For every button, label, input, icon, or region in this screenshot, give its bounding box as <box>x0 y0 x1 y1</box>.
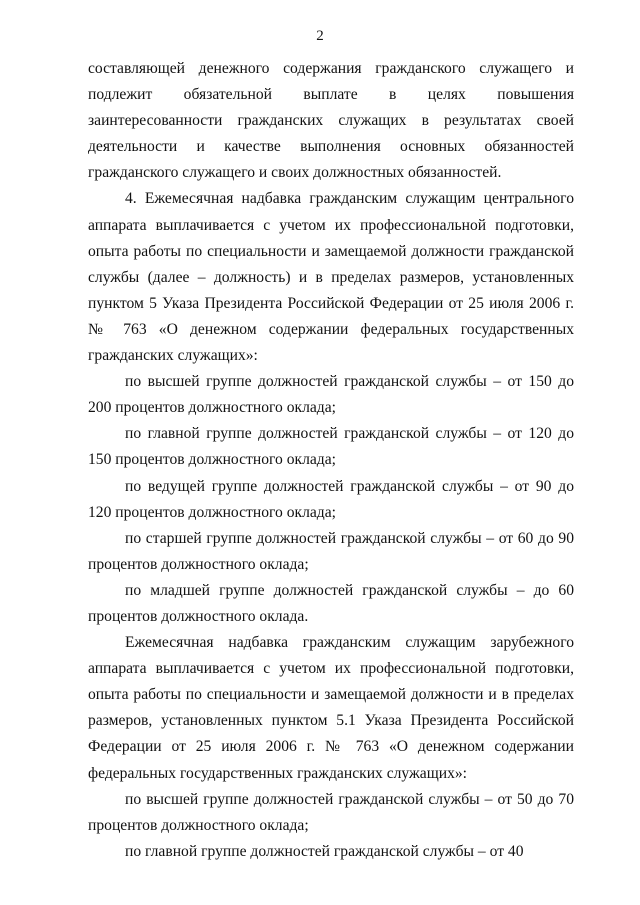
list-item-leading-group: по ведущей группе должностей гражданской службы – от 90 до 120 процентов должностного оклада; <box>88 477 574 521</box>
paragraph-continuation: составляющей денежного содержания гражданского служащего и подлежит обязательной выплате в целях повышения заинтересованности гражданских служащих в результатах своей деятельности и качестве выполнения основных обязанностей гражданского служащего и своих должностных обязанностей. <box>88 60 574 182</box>
list-item-highest-group: по высшей группе должностей гражданской службы – от 150 до 200 процентов должностного оклада; <box>88 373 574 417</box>
list-item-foreign-highest-group: по высшей группе должностей гражданской службы – от 50 до 70 процентов должностного оклада; <box>88 790 574 834</box>
list-item-foreign-main-group: по главной группе должностей гражданской службы – от 40 <box>125 842 524 860</box>
paragraph-foreign-staff: Ежемесячная надбавка гражданским служащим зарубежного аппарата выплачивается с учетом их профессиональной подготовки, опыта работы по специальности и замещаемой должности и в пределах размеров, установленных пунктом 5.1 Указа Президента Российской Федерации от 25 июля 2006 г. № 763 «О денежном содержании федеральных государственных гражданских служащих»: <box>88 634 574 782</box>
page-number: 2 <box>316 28 324 44</box>
list-item-main-group: по главной группе должностей гражданской службы – от 120 до 150 процентов должностного оклада; <box>88 425 574 469</box>
list-item-junior-group: по младшей группе должностей гражданской службы – до 60 процентов должностного оклада. <box>88 581 574 625</box>
list-item-senior-group: по старшей группе должностей гражданской службы – от 60 до 90 процентов должностного оклада; <box>88 529 574 573</box>
document-body <box>88 56 574 865</box>
paragraph-item-4: 4. Ежемесячная надбавка гражданским служащим центрального аппарата выплачивается с учетом их профессиональной подготовки, опыта работы по специальности и замещаемой должности гражданской службы (далее – должность) и в пределах размеров, установленных пунктом 5 Указа Президента Российской Федерации от 25 июля 2006 г. № 763 «О денежном содержании федеральных государственных гражданских служащих»: <box>88 190 574 365</box>
